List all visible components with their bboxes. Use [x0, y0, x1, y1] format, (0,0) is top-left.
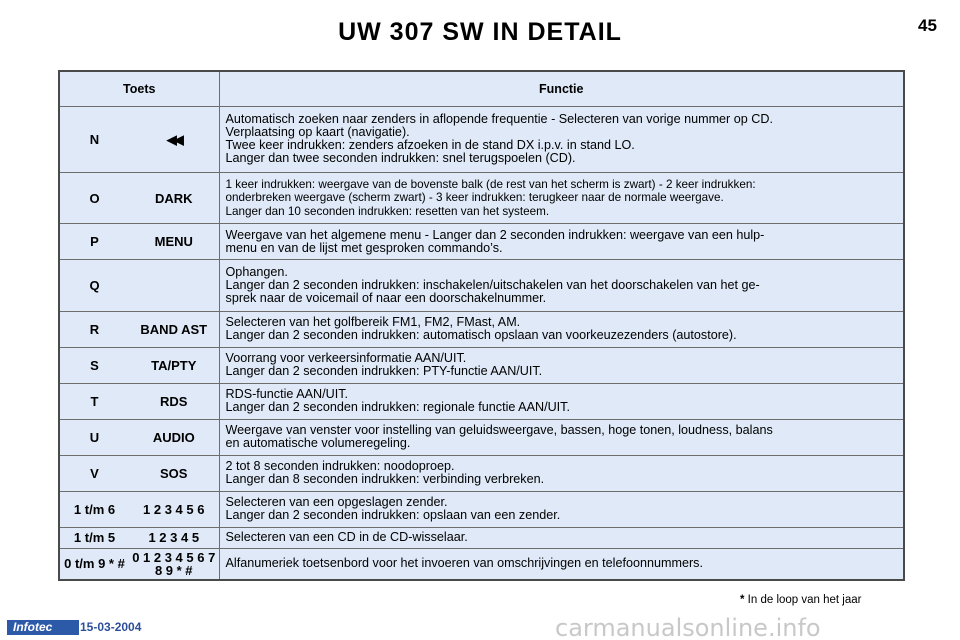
toets-cell: V: [60, 455, 129, 491]
table-header-row: [60, 72, 903, 106]
functie-line: menu en van de lijst met gesproken commando’s.: [225, 240, 503, 255]
functie-cell: [219, 528, 903, 549]
functie-line: Selecteren van een opgeslagen zender.: [225, 495, 448, 510]
functie-line: Verplaatsing op kaart (navigatie).: [225, 125, 410, 140]
table-row: [60, 311, 903, 347]
knop-cell: TA/PTY: [129, 347, 219, 383]
functie-cell: [219, 383, 903, 419]
functie-line: Weergave van venster voor instelling van geluidsweergave, bassen, hoge tonen, loudness, balans: [225, 423, 773, 438]
functie-line: onderbreken weergave (scherm zwart) - 3 keer indrukken: terugkeer naar de normale weergave.: [225, 191, 724, 205]
footnote-marker: *: [740, 594, 745, 606]
functie-line: Langer dan 2 seconden indrukken: inschakelen/uitschakelen van het doorschakelen van het ge-: [225, 277, 760, 292]
functie-line: Voorrang voor verkeersinformatie AAN/UIT.: [225, 350, 467, 365]
footer-date: 15-03-2004: [80, 620, 142, 634]
functie-line: Langer dan 2 seconden indrukken: automatisch opslaan van voorkeuzezenders (autostore).: [225, 328, 737, 343]
knop-cell: BAND AST: [129, 311, 219, 347]
page-number: 45: [918, 16, 937, 35]
functie-cell: [219, 548, 903, 579]
functie-line: Langer dan 2 seconden indrukken: regionale functie AAN/UIT.: [225, 400, 570, 415]
knop-cell: 1 2 3 4 5 6: [129, 491, 219, 527]
toets-cell: S: [60, 347, 129, 383]
functie-cell: [219, 491, 903, 527]
table-row: [60, 491, 903, 527]
table-row: [60, 455, 903, 491]
page-title: UW 307 SW IN DETAIL: [338, 18, 622, 46]
toets-cell: N: [60, 106, 129, 172]
infotec-logo: Infotec: [7, 620, 79, 635]
table-row: [60, 419, 903, 455]
knop-cell: SOS: [129, 455, 219, 491]
functie-line: Automatisch zoeken naar zenders in aflopende frequentie - Selecteren van vorige nummer op CD.: [225, 111, 773, 126]
functie-line: Langer dan 2 seconden indrukken: PTY-functie AAN/UIT.: [225, 364, 543, 379]
knop-cell: MENU: [129, 224, 219, 260]
table-row: [60, 347, 903, 383]
knop-cell: RDS: [129, 383, 219, 419]
functie-line: Alfanumeriek toetsenbord voor het invoeren van omschrijvingen en telefoonnummers.: [225, 556, 703, 571]
functie-line: Weergave van het algemene menu - Langer dan 2 seconden indrukken: weergave van een hulp-: [225, 227, 765, 242]
knop-cell: 0 1 2 3 4 5 6 7 8 9 * #: [132, 549, 216, 578]
functie-cell: [219, 106, 903, 172]
functie-line: Langer dan twee seconden indrukken: snel terugspoelen (CD).: [225, 151, 576, 166]
toets-cell: U: [60, 419, 129, 455]
toets-cell: 0 t/m 9 * #: [64, 556, 125, 572]
functie-line: Selecteren van een CD in de CD-wisselaar.: [225, 530, 468, 545]
functie-line: 1 keer indrukken: weergave van de bovenste balk (de rest van het scherm is zwart) - 2 keer indrukken:: [225, 178, 756, 192]
table-row: [60, 106, 903, 172]
functie-line: Ophangen.: [225, 264, 288, 279]
table-row: [60, 224, 903, 260]
footnote: [740, 594, 861, 606]
knop-cell: [129, 106, 219, 172]
functie-line: RDS-functie AAN/UIT.: [225, 387, 348, 402]
knop-cell: AUDIO: [129, 419, 219, 455]
table-row: [60, 528, 903, 549]
knop-cell: [129, 260, 219, 311]
toets-cell: Q: [60, 260, 129, 311]
toets-cell: R: [60, 311, 129, 347]
table-row: [60, 172, 903, 223]
footnote-text: In de loop van het jaar: [744, 594, 862, 606]
functie-cell: [219, 260, 903, 311]
functie-cell: [219, 224, 903, 260]
functie-line: sprek naar de voicemail of naar een doorschakelnummer.: [225, 291, 547, 306]
functie-line: Twee keer indrukken: zenders afzoeken in de stand DX i.p.v. in stand LO.: [225, 138, 635, 153]
toets-cell: 1 t/m 5: [60, 528, 129, 549]
functie-line: Langer dan 8 seconden indrukken: verbinding verbreken.: [225, 472, 545, 487]
functie-line: Langer dan 2 seconden indrukken: opslaan van een zender.: [225, 508, 561, 523]
functie-cell: [219, 455, 903, 491]
header-functie: Functie: [219, 72, 903, 106]
functie-cell: [219, 419, 903, 455]
toets-cell: 1 t/m 6: [60, 491, 129, 527]
header-toets: Toets: [60, 72, 219, 106]
functie-line: Selecteren van het golfbereik FM1, FM2, FMast, AM.: [225, 314, 521, 329]
knop-cell: 1 2 3 4 5: [129, 528, 219, 549]
functie-line: en automatische volumeregeling.: [225, 436, 411, 451]
table-row: [60, 548, 903, 579]
watermark: carmanualsonline.info: [555, 614, 821, 640]
knop-cell: DARK: [129, 172, 219, 223]
functie-cell: [219, 311, 903, 347]
toets-cell: O: [60, 172, 129, 223]
key-function-table: [58, 70, 905, 581]
toets-cell: T: [60, 383, 129, 419]
table-row: [60, 260, 903, 311]
functie-cell: [219, 172, 903, 223]
toets-cell: P: [60, 224, 129, 260]
functie-line: 2 tot 8 seconden indrukken: noodoproep.: [225, 459, 455, 474]
table-row: [60, 383, 903, 419]
functie-line: Langer dan 10 seconden indrukken: resetten van het systeem.: [225, 204, 550, 218]
functie-cell: [219, 347, 903, 383]
rewind-icon: ◀◀: [166, 131, 181, 147]
